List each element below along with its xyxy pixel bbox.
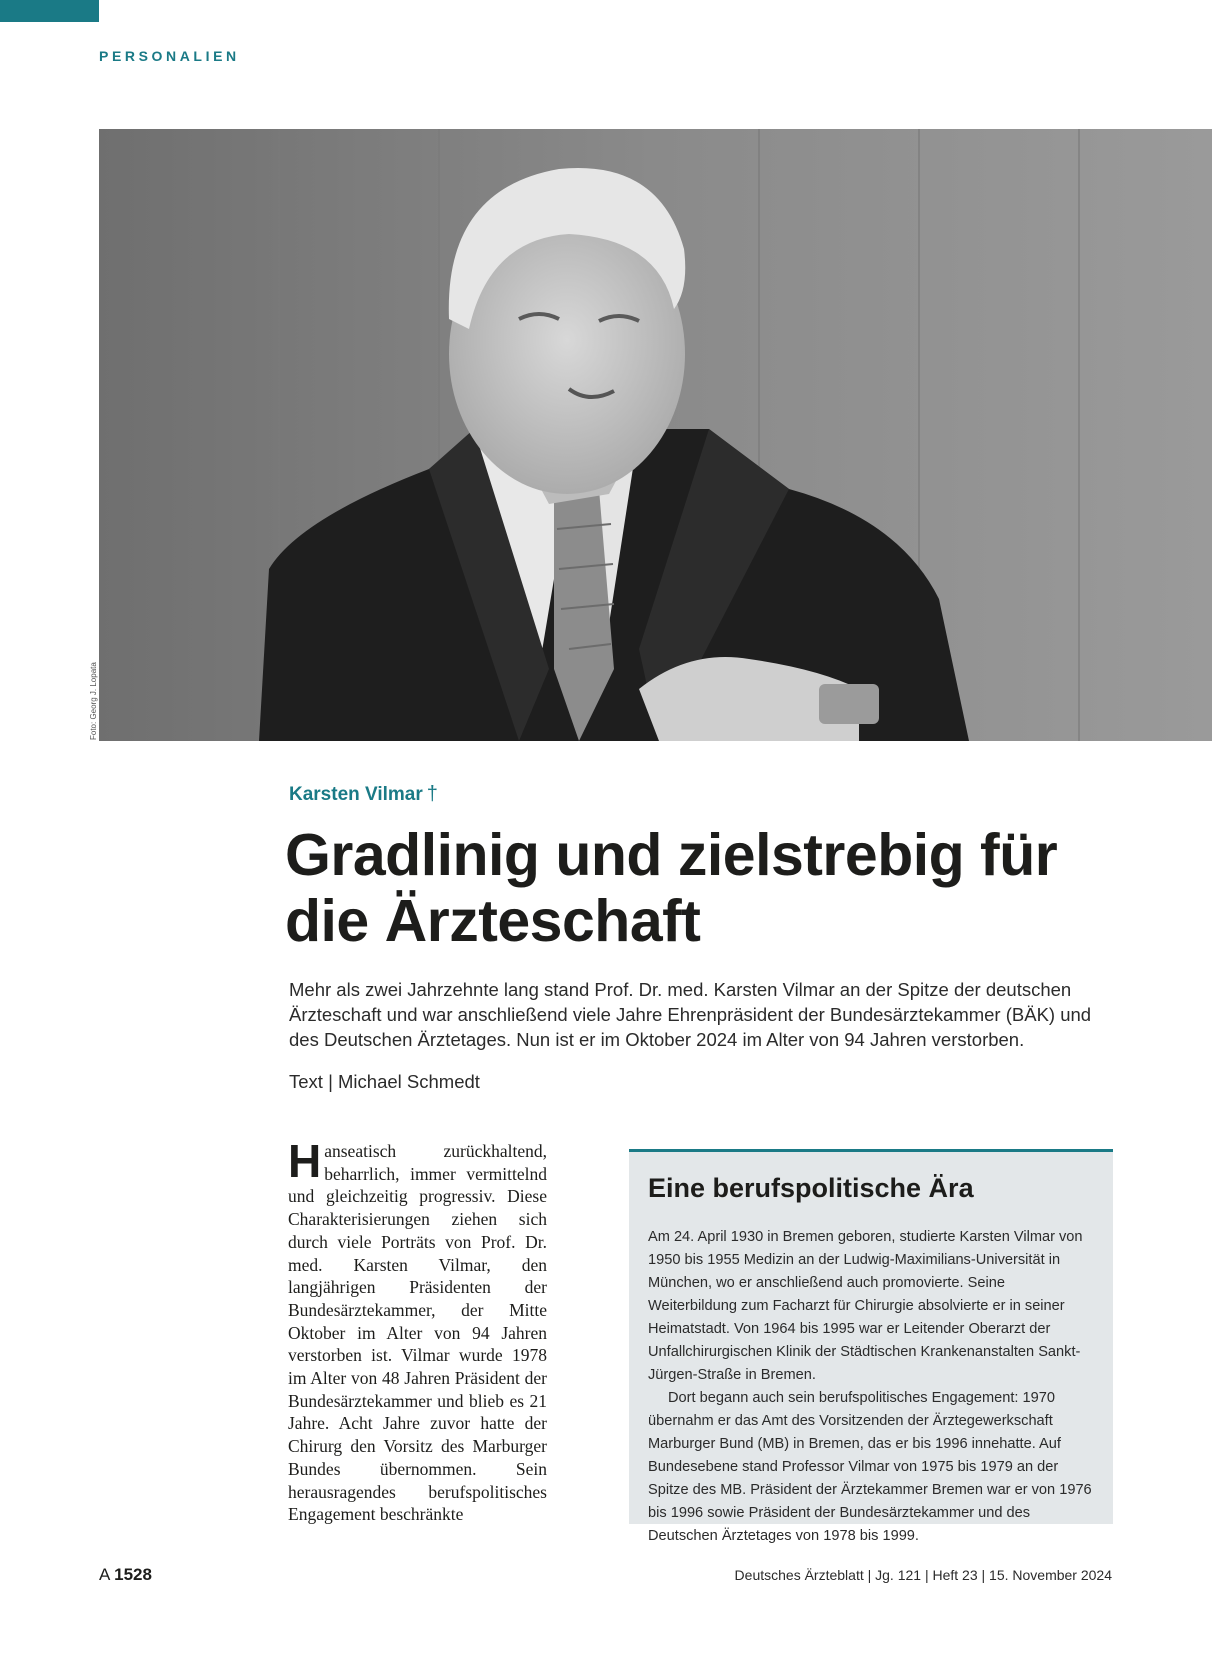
corner-accent-bar: [0, 0, 99, 22]
page-prefix: A: [99, 1565, 110, 1584]
article-lead: Mehr als zwei Jahrzehnte lang stand Prof. Dr. med. Karsten Vilmar an der Spitze der deutschen Ärzteschaft und war anschließend viele Jahre Ehrenpräsident der Bundesärztekammer (BÄK) und des Deutschen Ärztetages. Nun ist er im Oktober 2024 im Alter von 94 Jahren verstorben.: [289, 979, 1092, 1050]
drop-cap: H: [288, 1135, 322, 1187]
info-box-title: Eine berufspolitische Ära: [648, 1173, 974, 1203]
info-box-paragraph-1: Am 24. April 1930 in Bremen geboren, studierte Karsten Vilmar von 1950 bis 1955 Medizin an der Ludwig-Maximilians-Universität in München, wo er anschließend auch promovierte. Seine Weiterbildung zum Facharzt für Chirurgie absolvierte er in seiner Heimatstadt. Von 1964 bis 1995 war er Leitender Oberarzt der Unfallchirurgischen Klinik der Städtischen Krankenanstalten Sankt-Jürgen-Straße in Bremen.: [648, 1229, 1083, 1383]
article-headline: [285, 822, 1185, 954]
body-text: anseatisch zurückhaltend, beharrlich, immer vermittelnd und gleichzeitig progressiv. Diese Charakterisierungen ziehen sich durch viele Porträts von Prof. Dr. med. Karsten Vilmar, den langjährigen Präsidenten der Bundesärztekammer, der Mitte Oktober im Alter von 94 Jahren verstorben ist. Vilmar wurde 1978 im Alter von 48 Jahren Präsident der Bundesärztekammer und blieb es 21 Jahre. Acht Jahre zuvor hatte der Chirurg den Vorsitz des Marburger Bundes übernommen. Sein herausragendes berufspolitisches Engagement beschränkte: [288, 1141, 547, 1525]
headline-line-2: die Ärzteschaft: [285, 888, 701, 954]
byline: Text | Michael Schmedt: [289, 1071, 480, 1092]
info-box: [629, 1149, 1113, 1544]
cross-icon: †: [426, 783, 438, 805]
headline-line-1: Gradlinig und zielstrebig für: [285, 822, 1058, 888]
info-box-paragraph-2: Dort begann auch sein berufspolitisches Engagement: 1970 übernahm er das Amt des Vorsitzenden der Ärztegewerkschaft Marburger Bund (MB) in Bremen, das er bis 1996 innehatte. Auf Bundesebene stand Professor Vilmar von 1975 bis 1979 an der Spitze des MB. Präsident der Ärztekammer Bremen war er von 1976 bis 1996 sowie Präsident der Bundesärztekammer und des Deutschen Ärztetages von 1978 bis 1999.: [648, 1390, 1092, 1544]
kicker-name: Karsten Vilmar: [289, 784, 423, 805]
section-label: PERSONALIEN: [99, 48, 240, 64]
portrait-photo: [99, 129, 1212, 741]
page-number: 1528: [114, 1565, 152, 1584]
article-kicker: [289, 783, 438, 806]
photo-credit: Foto: Georg J. Lopata: [89, 662, 98, 740]
page-folio: [99, 1565, 152, 1585]
journal-meta: Deutsches Ärzteblatt | Jg. 121 | Heft 23 | 15. November 2024: [734, 1567, 1112, 1583]
article-body: [288, 1135, 547, 1526]
